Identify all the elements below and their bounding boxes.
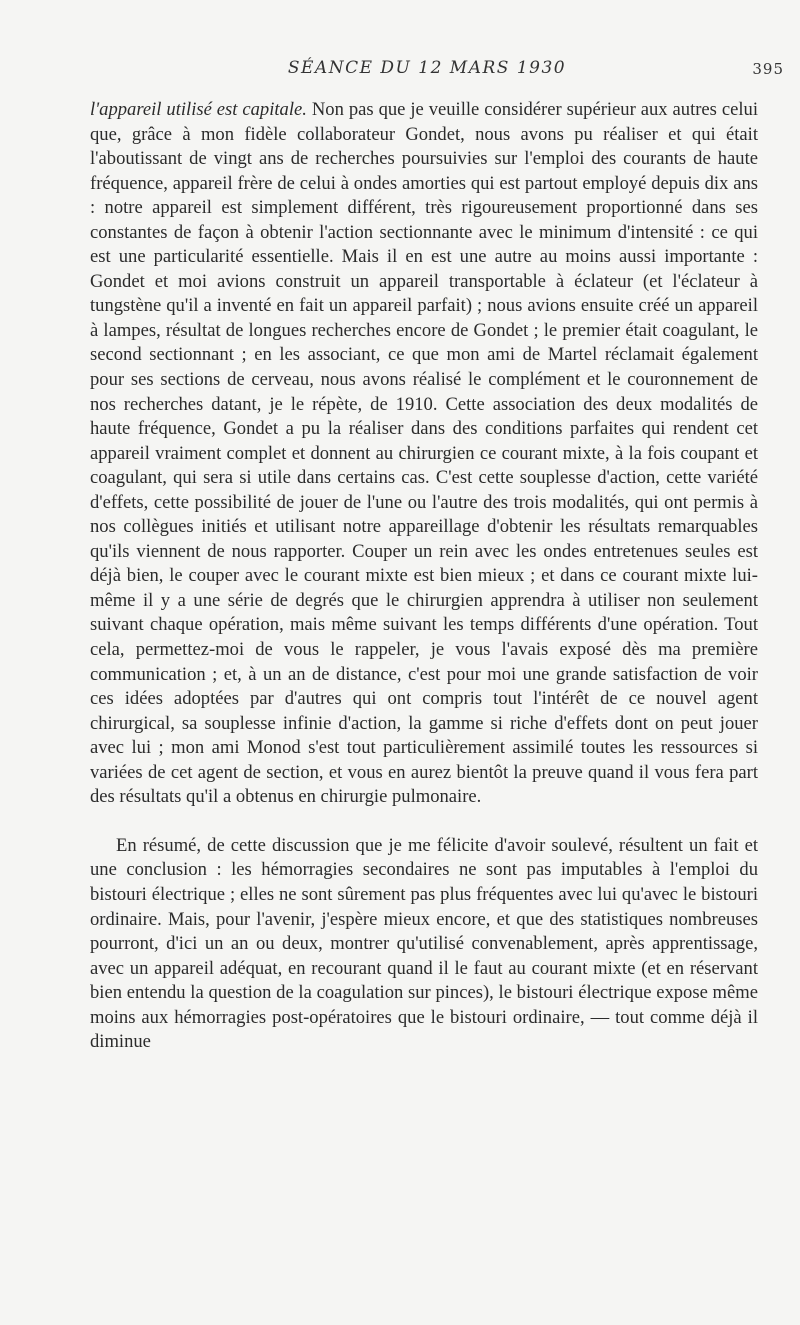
page-number: 395 <box>752 60 784 78</box>
body-text <box>90 98 758 1055</box>
paragraph-1-lead: l'appareil utilisé est capitale. <box>90 99 307 120</box>
page-header <box>90 58 784 86</box>
paragraph-2-text: En résumé, de cette discussion que je me félicite d'avoir soulevé, résultent un fait et une conclusion : les hémorragies secondaires ne sont pas imputables à l'emploi du bistouri électrique ; elles ne sont sûrement pas plus fréquentes avec lui qu'avec le bistouri ordinaire. Mais, pour l'avenir, j'espère mieux encore, et que des statistiques nombreuses pourront, d'ici un an ou deux, montrer qu'utilisé convenablement, après apprentissage, avec un appareil adéquat, en recourant quand il le faut au courant mixte (et en réservant bien entendu la question de la coagulation sur pinces), le bistouri électrique expose même moins aux hémorragies post-opératoires que le bistouri ordinaire, — tout comme déjà il diminue <box>90 834 758 1053</box>
paragraph-1 <box>90 98 758 810</box>
running-title: SÉANCE DU 12 MARS 1930 <box>287 58 567 78</box>
paragraph-2 <box>90 834 758 1055</box>
paragraph-1-text: Non pas que je veuille considérer supérieur aux autres celui que, grâce à mon fidèle collaborateur Gondet, nous avons pu réaliser et qui était l'aboutissant de vingt ans de recherches poursuivies sur l'emploi des courants de haute fréquence, appareil frère de celui à ondes amorties qui est partout employé depuis dix ans : notre appareil est simplement différent, très rigoureusement proportionné dans ses constantes de façon à obtenir l'action sectionnante avec le minimum d'intensité : ce qui est une particularité essentielle. Mais il en est une autre au moins aussi importante : Gondet et moi avions construit un appareil transportable à éclateur (et l'éclateur à tungstène qu'il a inventé en fait un appareil parfait) ; nous avions ensuite créé un appareil à lampes, résultat de longues recherches encore de Gondet ; le premier était coagulant, le second sectionnant ; en les associant, ce que mon ami de Martel réclamait également pour ses sections de cerveau, nous avons réalisé le complément et le couronnement de nos recherches datant, je le répète, de 1910. Cette association des deux modalités de haute fréquence, Gondet a pu la réaliser dans des conditions parfaites qui rendent cet appareil vraiment complet et donnent au chirurgien ce courant mixte, à la fois coupant et coagulant, qui sera si utile dans certains cas. C'est cette souplesse d'action, cette variété d'effets, cette possibilité de jouer de l'une ou l'autre des trois modalités, qui ont permis à nos collègues initiés et utilisant notre appareillage d'obtenir les résultats remarquables qu'ils viennent de nous rapporter. Couper un rein avec les ondes entretenues seules est déjà bien, le couper avec le courant mixte est bien mieux ; et dans ce courant mixte lui-même il y a une série de degrés que le chirurgien apprendra à utiliser non seulement suivant chaque opération, mais même suivant les temps différents d'une opération. Tout cela, permettez-moi de vous le rappeler, je vous l'avais exposé dès ma première communication ; et, à un an de distance, c'est pour moi une grande satisfaction de voir ces idées adoptées par d'autres qui ont compris tout l'intérêt de ce nouvel agent chirurgical, sa souplesse infinie d'action, la gamme si riche d'effets dont on peut jouer avec lui ; mon ami Monod s'est tout particulièrement assimilé toutes les ressources si variées de cet agent de section, et vous en aurez bientôt la preuve quand il vous fera part des résultats qu'il a obtenus en chirurgie pulmonaire. <box>90 99 758 808</box>
